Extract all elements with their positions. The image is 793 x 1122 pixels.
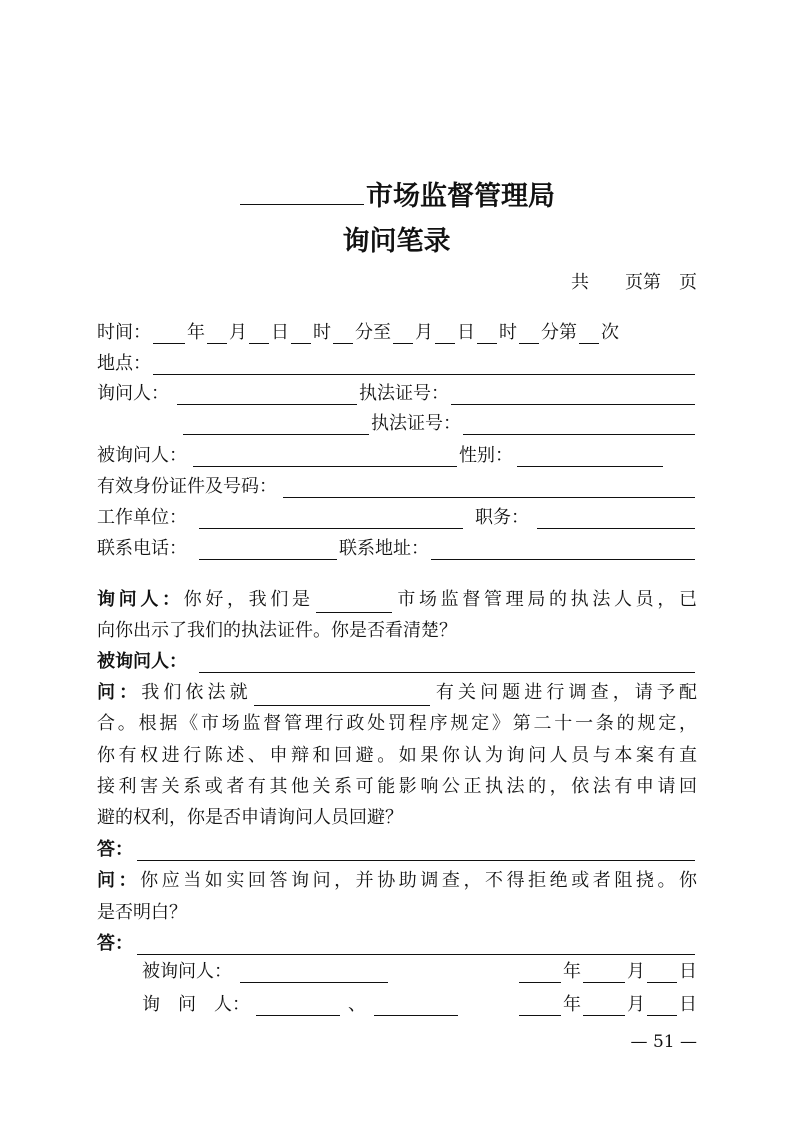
text: 有关问题进行调查，请予配 bbox=[431, 682, 698, 703]
answer-field[interactable] bbox=[199, 652, 695, 673]
label: 有效身份证件及号码： bbox=[97, 476, 277, 497]
label: 性别： bbox=[459, 445, 513, 466]
speaker-label: 问： bbox=[97, 870, 141, 891]
workplace-row bbox=[97, 505, 697, 531]
blank[interactable] bbox=[393, 323, 413, 344]
q3-line2: 是否明白？ bbox=[97, 902, 187, 923]
label: 日 bbox=[457, 322, 475, 343]
label: 地点： bbox=[97, 353, 151, 374]
speaker-label: 询问人： bbox=[97, 589, 184, 610]
q1-line1 bbox=[97, 587, 697, 613]
label: 月 bbox=[627, 961, 645, 982]
text: 我们依法就 bbox=[141, 682, 252, 703]
inquirer-signature-field-1[interactable] bbox=[256, 995, 340, 1016]
label: 询问人： bbox=[97, 383, 169, 404]
blank[interactable] bbox=[249, 323, 269, 344]
text: 接利害关系或者有其他关系可能影响公正执法的，依法有申请回 bbox=[97, 776, 697, 797]
id-row bbox=[97, 474, 697, 500]
location-field[interactable] bbox=[153, 354, 695, 375]
position-field[interactable] bbox=[537, 508, 695, 529]
matter-blank[interactable] bbox=[254, 685, 430, 706]
blank[interactable] bbox=[579, 323, 599, 344]
q1-line2: 向你出示了我们的执法证件。你是否看清楚？ bbox=[97, 620, 457, 641]
q3-line1 bbox=[97, 868, 697, 894]
text: 你有权进行陈述、申辩和回避。如果你认为询问人员与本案有直 bbox=[97, 745, 697, 766]
inquiree-row bbox=[97, 443, 697, 469]
a1-row bbox=[97, 649, 697, 675]
blank[interactable] bbox=[647, 995, 677, 1016]
label: 日 bbox=[271, 322, 289, 343]
inquirer-row bbox=[97, 381, 697, 407]
label: 分第 bbox=[541, 322, 577, 343]
label: 日 bbox=[679, 961, 697, 982]
label: 被询问人： bbox=[142, 961, 232, 982]
text: 合。根据《市场监督管理行政处罚程序规定》第二十一条的规定， bbox=[97, 713, 697, 734]
label: 时间： bbox=[97, 322, 151, 343]
gender-field[interactable] bbox=[517, 446, 663, 467]
cert-no-field[interactable] bbox=[451, 384, 695, 405]
label: 月 bbox=[229, 322, 247, 343]
blank[interactable] bbox=[583, 962, 625, 983]
agency-title bbox=[0, 174, 793, 213]
blank[interactable] bbox=[583, 995, 625, 1016]
inquirer-field[interactable] bbox=[177, 384, 357, 405]
blank[interactable] bbox=[333, 323, 353, 344]
inquirer2-field[interactable] bbox=[183, 414, 369, 435]
inquirer2-row bbox=[97, 411, 697, 437]
blank[interactable] bbox=[519, 323, 539, 344]
label: 年 bbox=[563, 961, 581, 982]
blank[interactable] bbox=[519, 962, 561, 983]
document-title: 询问笔录 bbox=[342, 226, 451, 257]
label: 时 bbox=[499, 322, 517, 343]
cert-no2-field[interactable] bbox=[463, 414, 695, 435]
speaker-label: 答： bbox=[97, 933, 133, 954]
title-text: 市场监督管理局 bbox=[366, 181, 555, 212]
agency-blank[interactable] bbox=[316, 592, 392, 613]
speaker-label: 问： bbox=[97, 682, 142, 703]
label: 询 问 人： bbox=[142, 994, 250, 1015]
q2-line4 bbox=[97, 774, 697, 800]
label: 联系地址： bbox=[339, 538, 429, 559]
label: 职务： bbox=[475, 507, 529, 528]
page-count: 共 页第 页 bbox=[571, 272, 697, 293]
contact-row bbox=[97, 536, 697, 562]
label: 分至 bbox=[355, 322, 391, 343]
page-number: — 51 — bbox=[630, 1032, 697, 1052]
speaker-label: 答： bbox=[97, 839, 133, 860]
label: 月 bbox=[627, 994, 645, 1015]
inquiree-signature-field[interactable] bbox=[240, 962, 388, 983]
workplace-field[interactable] bbox=[199, 508, 463, 529]
blank[interactable] bbox=[647, 962, 677, 983]
label: 日 bbox=[679, 994, 697, 1015]
text: 你应当如实回答询问，并协助调查，不得拒绝或者阻挠。你 bbox=[140, 870, 698, 891]
q2-line1 bbox=[97, 680, 697, 706]
label: 月 bbox=[415, 322, 433, 343]
answer-field[interactable] bbox=[137, 840, 695, 861]
a2-row bbox=[97, 837, 697, 863]
inquiree-signature-row bbox=[142, 959, 697, 985]
label: 年 bbox=[187, 322, 205, 343]
label: 联系电话： bbox=[97, 538, 187, 559]
label: 工作单位： bbox=[97, 507, 187, 528]
location-row bbox=[97, 351, 697, 377]
blank[interactable] bbox=[519, 995, 561, 1016]
separator: 、 bbox=[348, 994, 366, 1015]
label: 被询问人： bbox=[97, 445, 187, 466]
text: 你好，我们是 bbox=[183, 589, 314, 610]
label: 年 bbox=[563, 994, 581, 1015]
address-field[interactable] bbox=[431, 539, 695, 560]
blank[interactable] bbox=[291, 323, 311, 344]
a3-row bbox=[97, 931, 697, 957]
inquirer-signature-field-2[interactable] bbox=[374, 995, 458, 1016]
time-row bbox=[97, 320, 697, 346]
agency-name-blank[interactable] bbox=[240, 178, 364, 205]
label: 执法证号： bbox=[359, 383, 449, 404]
q2-line3 bbox=[97, 743, 697, 769]
blank[interactable] bbox=[207, 323, 227, 344]
text: 市场监督管理局的执法人员，已 bbox=[393, 589, 698, 610]
blank[interactable] bbox=[477, 323, 497, 344]
inquirer-signature-row bbox=[142, 992, 697, 1018]
q2-line5: 避的权利，你是否申请询问人员回避？ bbox=[97, 807, 403, 828]
blank[interactable] bbox=[153, 323, 185, 344]
label: 次 bbox=[601, 322, 619, 343]
blank[interactable] bbox=[435, 323, 455, 344]
label: 执法证号： bbox=[371, 413, 461, 434]
answer-field[interactable] bbox=[137, 934, 695, 955]
phone-field[interactable] bbox=[199, 539, 337, 560]
q2-line2 bbox=[97, 711, 697, 737]
speaker-label: 被询问人： bbox=[97, 651, 187, 672]
label: 时 bbox=[313, 322, 331, 343]
inquiree-field[interactable] bbox=[193, 446, 457, 467]
id-field[interactable] bbox=[283, 477, 695, 498]
